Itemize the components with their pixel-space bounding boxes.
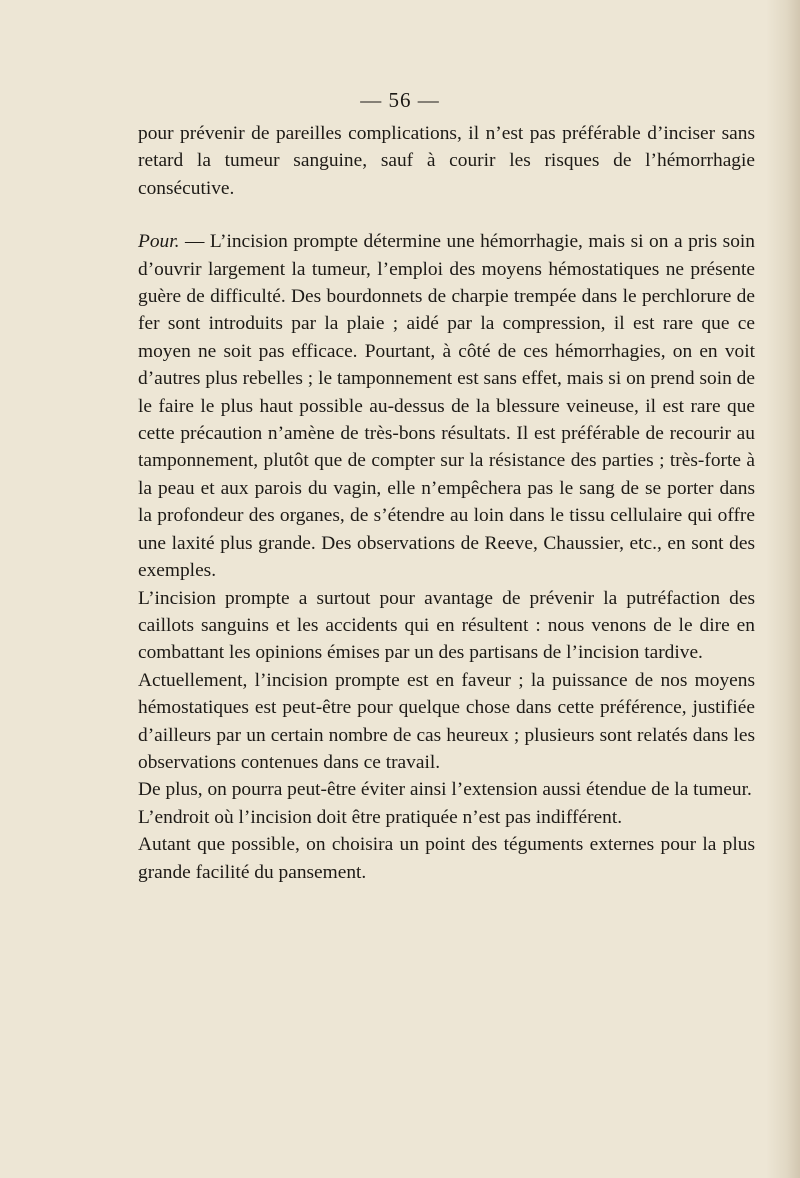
- paragraph-6: L’endroit où l’incision doit être pratiquée n’est pas indifférent.: [138, 806, 623, 828]
- paragraph-5: De plus, on pourra peut-être éviter ainsi l’extension aussi étendue de la tumeur.: [138, 779, 752, 801]
- paragraph-1: pour prévenir de pareilles complications, il n’est pas préférable d’inciser sans retard la tumeur sanguine, sauf à courir les risques de l’hémorrhagie consécutive.: [138, 123, 755, 199]
- page-number: — 56 —: [360, 88, 440, 112]
- body-text: [138, 120, 755, 886]
- paragraph-4: Actuellement, l’incision prompte est en faveur ; la puissance de nos moyens hémostatiques est peut-être pour quelque chose dans cette préférence, justifiée d’ailleurs par un certain nombre de cas heureux ; plusieurs sont relatés dans les observations contenues dans ce travail.: [138, 669, 755, 773]
- page-edge-shadow: [766, 0, 800, 1178]
- paragraph-2-text: — L’incision prompte détermine une hémorrhagie, mais si on a pris soin d’ouvrir largement la tumeur, l’emploi des moyens hémostatiques ne présente guère de difficulté. Des bourdonnets de charpie trempée dans le perchlorure de fer sont introduits par la plaie ; aidé par la compression, il est rare que ce moyen ne soit pas efficace. Pourtant, à côté de ces hémorrhagies, on en voit d’autres plus rebelles ; le tamponnement est sans effet, mais si on prend soin de le faire le plus haut possible au-dessus de la blessure veineuse, il est rare que cette précaution n’amène de très-bons résultats. Il est préférable de recourir au tamponnement, plutôt que de compter sur la résistance des parties ; très-forte à la peau et aux parois du vagin, elle n’empêchera pas le sang de se porter dans la profondeur des organes, de s’étendre au loin dans le tissu cellulaire qui offre une laxité plus grande. Des observations de Reeve, Chaussier, etc., en sont des exemples.: [138, 231, 755, 582]
- paragraph-2: [138, 228, 755, 584]
- paragraph-3: L’incision prompte a surtout pour avantage de prévenir la putréfaction des caillots sanguins et les accidents qui en résultent : nous venons de le dire en combattant les opinions émises par un des partisans de l’incision tardive.: [138, 587, 755, 664]
- paragraph-2-lead: Pour.: [138, 231, 180, 253]
- paragraph-7: Autant que possible, on choisira un point des téguments externes pour la plus grande facilité du pansement.: [138, 834, 755, 883]
